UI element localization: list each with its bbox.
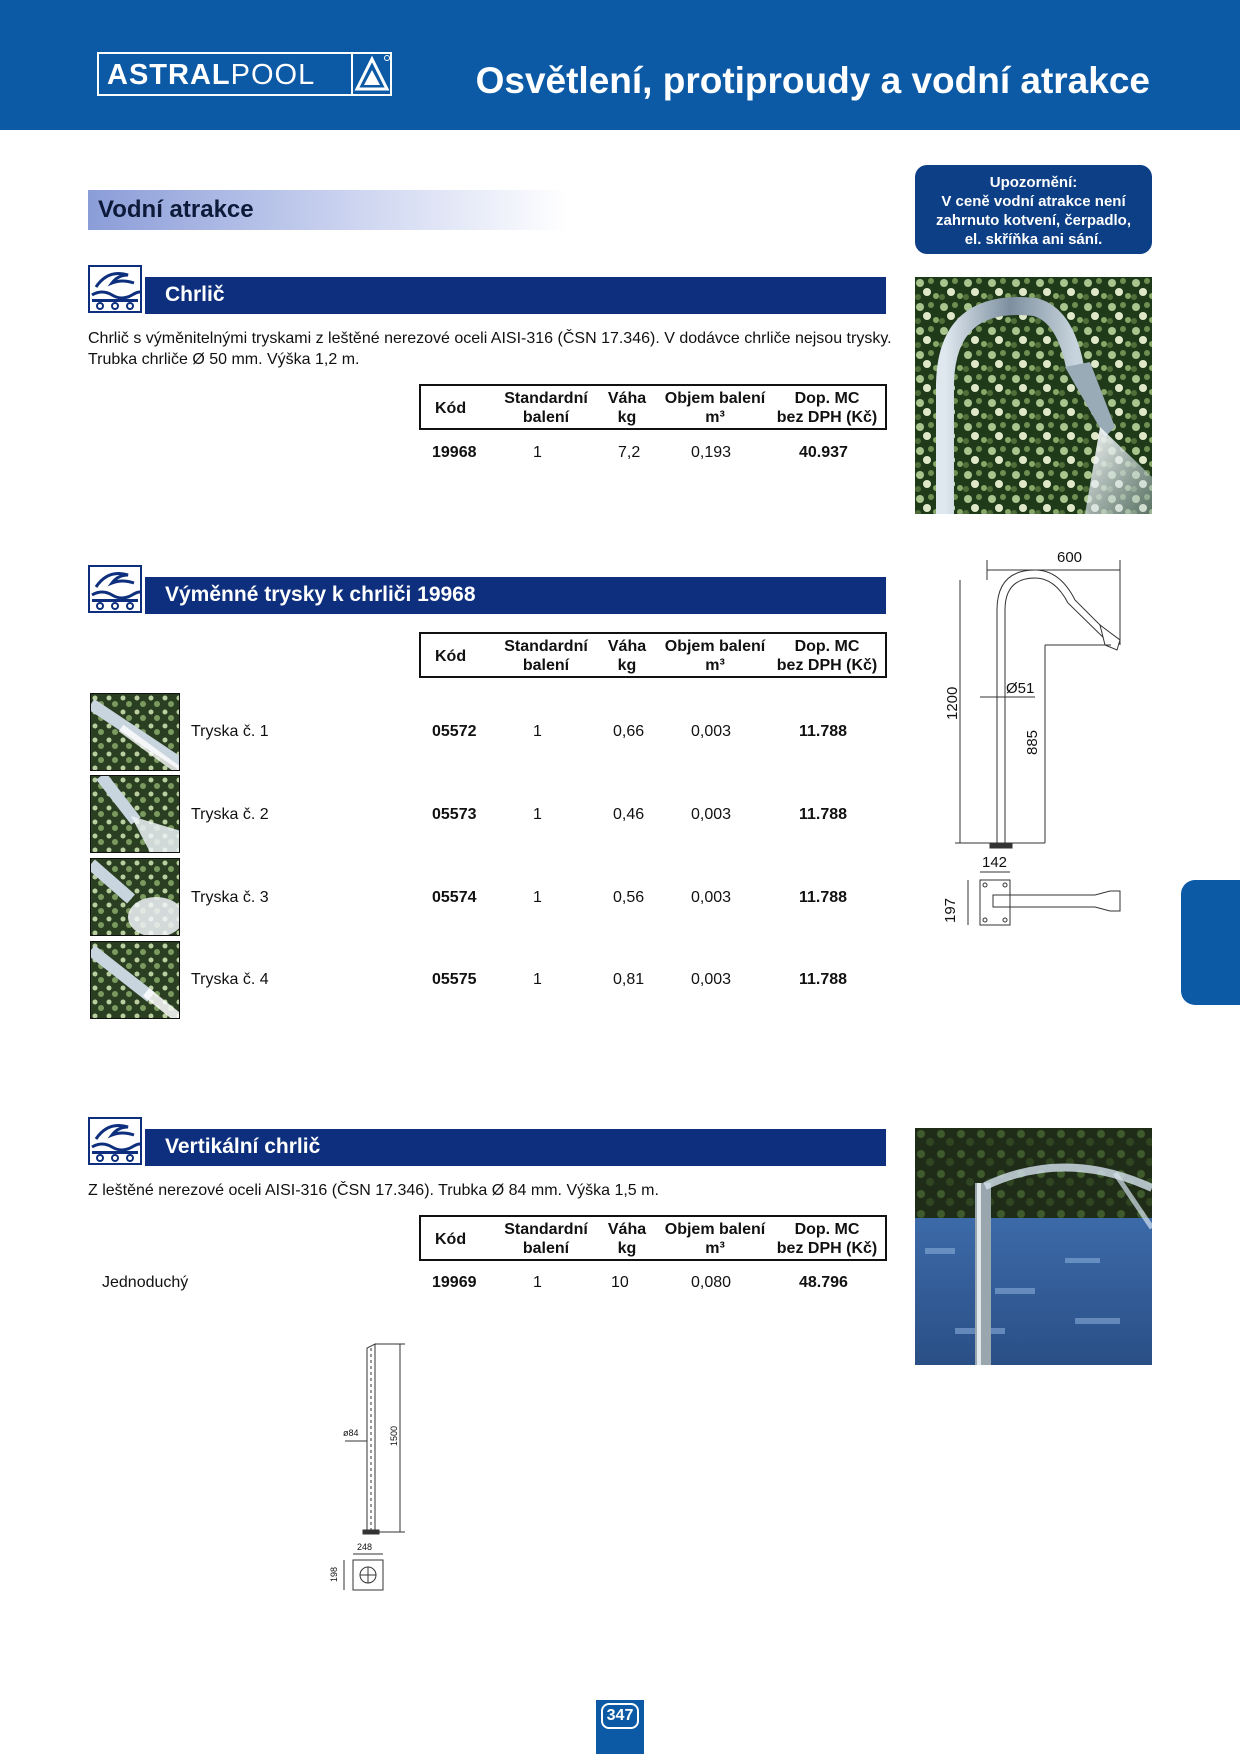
side-tab	[1181, 880, 1240, 1005]
header-cena: Dop. MC bez DPH (Kč)	[776, 390, 878, 426]
dim-base-height: 197	[942, 897, 959, 923]
water-feature-icon	[88, 1117, 142, 1165]
cell-vaha: 0,66	[613, 723, 645, 740]
header-standard: Standardní balení	[504, 390, 588, 426]
cell-baleni: 1	[533, 889, 542, 906]
cell-name: Tryska č. 1	[191, 723, 269, 740]
cell-name: Tryska č. 2	[191, 806, 269, 823]
cell-cena: 40.937	[799, 444, 848, 461]
cell-objem: 0,003	[691, 806, 732, 823]
cell-vaha: 0,46	[613, 806, 645, 823]
notice-line-4: el. skříňka ani sání.	[964, 231, 1103, 248]
table-header-chrlic	[419, 384, 887, 430]
section-title	[88, 190, 568, 230]
dim-base-198: 198	[329, 1566, 339, 1582]
table-header-vertikalni	[419, 1215, 887, 1261]
dim-height-1500: 1500	[389, 1425, 399, 1446]
header-vaha: Váha kg	[607, 638, 647, 674]
dim-base-width: 142	[982, 854, 1008, 871]
cell-objem: 0,080	[691, 1274, 732, 1291]
product-bar-chrlic	[88, 277, 886, 314]
technical-drawing-vertikalni	[325, 1340, 415, 1595]
cell-baleni: 1	[533, 723, 542, 740]
cell-kod: 05572	[432, 723, 477, 740]
cell-name: Tryska č. 3	[191, 889, 269, 906]
product-description-vertikalni: Z leštěné nerezové oceli AISI-316 (ČSN 17.346). Trubka Ø 84 mm. Výška 1,5 m.	[88, 1182, 659, 1199]
water-feature-icon	[88, 565, 142, 613]
dim-diameter: Ø51	[1006, 680, 1035, 697]
dim-diameter-84: ø84	[343, 1428, 359, 1438]
header-standard: Standardní balení	[504, 638, 588, 674]
logo-text-thin: POOL	[230, 59, 316, 91]
cell-objem: 0,003	[691, 889, 732, 906]
cell-objem: 0,003	[691, 723, 732, 740]
cell-kod: 05573	[432, 806, 477, 823]
header-kod: Kód	[435, 400, 467, 417]
cell-baleni: 1	[533, 1274, 542, 1291]
photo-vertikalni	[915, 1128, 1152, 1365]
cell-cena: 11.788	[799, 806, 848, 823]
cell-kod: 05575	[432, 971, 477, 988]
product-description-chrlic: Chrlič s výměnitelnými tryskami z leštěné nerezové oceli AISI-316 (ČSN 17.346). V dodávce chrliče nejsou trysky. Trubka chrliče Ø 50 mm. Výška 1,2 m.	[88, 330, 892, 368]
cell-objem: 0,193	[691, 444, 732, 461]
header-standard: Standardní balení	[504, 1221, 588, 1257]
notice-line-3: zahrnuto kotvení, čerpadlo,	[935, 212, 1132, 229]
product-title-chrlic: Chrlič	[165, 283, 225, 306]
dim-width: 600	[1057, 549, 1083, 566]
header-objem: Objem balení m³	[664, 1221, 766, 1257]
cell-cena: 48.796	[799, 1274, 848, 1291]
cell-cena: 11.788	[799, 723, 848, 740]
thumb-tryska-1	[90, 693, 180, 771]
cell-objem: 0,003	[691, 971, 732, 988]
cell-vaha: 0,56	[613, 889, 645, 906]
product-title-vertikalni: Vertikální chrlič	[165, 1135, 321, 1158]
thumb-tryska-2	[90, 775, 180, 853]
header-objem: Objem balení m³	[664, 638, 766, 674]
cell-baleni: 1	[533, 971, 542, 988]
header-vaha: Váha kg	[607, 390, 647, 426]
header-cena: Dop. MC bez DPH (Kč)	[776, 638, 878, 674]
water-feature-icon	[88, 265, 142, 313]
notice-box	[915, 165, 1152, 254]
product-bar-vertikalni	[88, 1129, 886, 1166]
logo-text-bold: ASTRAL	[107, 59, 231, 91]
product-bar-trysky	[88, 577, 886, 614]
cell-cena: 11.788	[799, 889, 848, 906]
cell-baleni: 1	[533, 806, 542, 823]
cell-kod: 05574	[432, 889, 477, 906]
table-header-trysky	[419, 632, 887, 678]
logo-triangle-icon	[351, 54, 391, 94]
section-title-text: Vodní atrakce	[98, 196, 254, 223]
header-kod: Kód	[435, 648, 467, 665]
notice-line-2: V ceně vodní atrakce není	[941, 193, 1126, 210]
cell-name: Jednoduchý	[102, 1274, 189, 1291]
dim-base-248: 248	[357, 1542, 373, 1552]
dim-inner: 885	[1024, 729, 1041, 755]
header-vaha: Váha kg	[607, 1221, 647, 1257]
page-number: 347	[601, 1703, 639, 1729]
thumb-tryska-4	[90, 941, 180, 1019]
cell-name: Tryska č. 4	[191, 971, 269, 988]
product-title-trysky: Výměnné trysky k chrliči 19968	[165, 583, 476, 606]
header-objem: Objem balení m³	[664, 390, 766, 426]
cell-cena: 11.788	[799, 971, 848, 988]
photo-chrlic	[915, 277, 1152, 514]
header-kod: Kód	[435, 1231, 467, 1248]
dim-height: 1200	[944, 686, 961, 720]
header-cena: Dop. MC bez DPH (Kč)	[776, 1221, 878, 1257]
cell-baleni: 1	[533, 444, 542, 461]
astralpool-logo	[97, 52, 392, 96]
notice-line-1: Upozornění:	[989, 174, 1078, 191]
cell-kod: 19969	[432, 1274, 477, 1291]
page-title: Osvětlení, protiproudy a vodní atrakce	[475, 60, 1150, 101]
cell-vaha: 10	[611, 1274, 629, 1291]
technical-drawing-chrlic	[935, 545, 1135, 930]
thumb-tryska-3	[90, 858, 180, 936]
cell-vaha: 0,81	[613, 971, 645, 988]
cell-vaha: 7,2	[618, 444, 641, 461]
cell-kod: 19968	[432, 444, 477, 461]
